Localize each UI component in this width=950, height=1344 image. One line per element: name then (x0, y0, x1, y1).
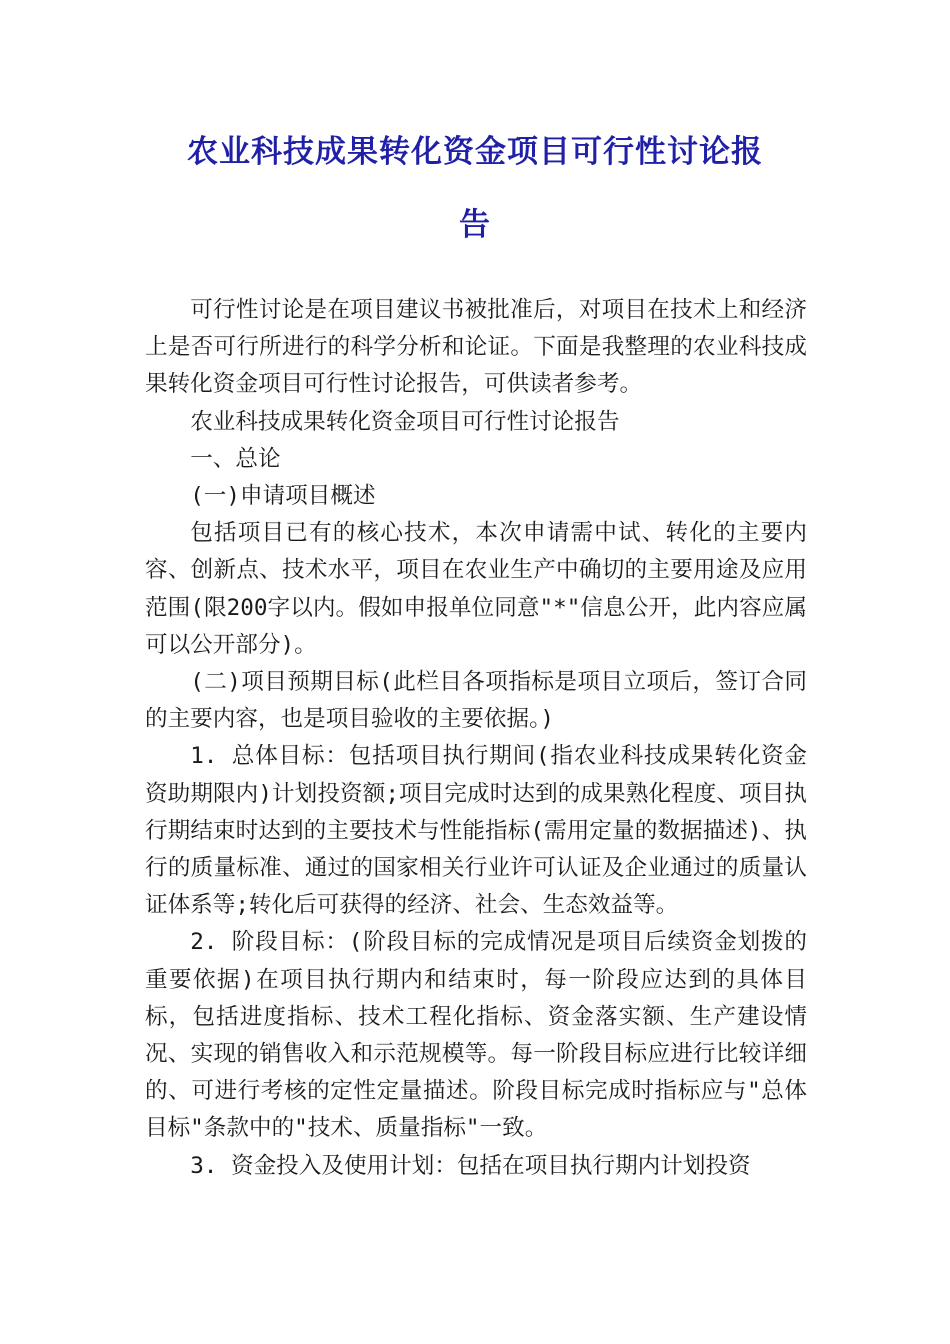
document-title-line-2: 告 (459, 207, 491, 243)
subsection-heading-goals: (二)项目预期目标(此栏目各项指标是项目立项后，签订合同的主要内容，也是项目验收的主要依据。) (145, 669, 807, 733)
document-body (145, 292, 807, 1185)
section-heading-general: 一、总论 (190, 445, 281, 472)
funding-plan-paragraph: 3. 资金投入及使用计划：包括在项目执行期内计划投资 (190, 1152, 751, 1179)
stage-goal-paragraph: 2. 阶段目标：(阶段目标的完成情况是项目后续资金划拨的重要依据)在项目执行期内和结束时，每一阶段应达到的具体目标，包括进度指标、技术工程化指标、资金落实额、生产建设情况、实现的销售收入和示范规模等。每一阶段目标应进行比较详细的、可进行考核的定性定量描述。阶段目标完成时指标应与"总体目标"条款中的"技术、质量指标"一致。 (145, 929, 807, 1142)
overview-paragraph: 包括项目已有的核心技术，本次申请需中试、转化的主要内容、创新点、技术水平，项目在农业生产中确切的主要用途及应用范围(限200字以内。假如申报单位同意"*"信息公开，此内容应属可以公开部分)。 (145, 520, 807, 658)
subsection-heading-overview: (一)申请项目概述 (190, 483, 376, 510)
overall-goal-paragraph: 1. 总体目标：包括项目执行期间(指农业科技成果转化资金资助期限内)计划投资额;项目完成时达到的成果熟化程度、项目执行期结束时达到的主要技术与性能指标(需用定量的数据描述)、执行的质量标准、通过的国家相关行业许可认证及企业通过的质量认证体系等;转化后可获得的经济、社会、生态效益等。 (145, 743, 807, 919)
intro-paragraph: 可行性讨论是在项目建议书被批准后，对项目在技术上和经济上是否可行所进行的科学分析和论证。下面是我整理的农业科技成果转化资金项目可行性讨论报告，可供读者参考。 (145, 297, 807, 398)
document-title-line-1: 农业科技成果转化资金项目可行性讨论报 (187, 134, 763, 170)
report-name-line: 农业科技成果转化资金项目可行性讨论报告 (190, 408, 620, 435)
